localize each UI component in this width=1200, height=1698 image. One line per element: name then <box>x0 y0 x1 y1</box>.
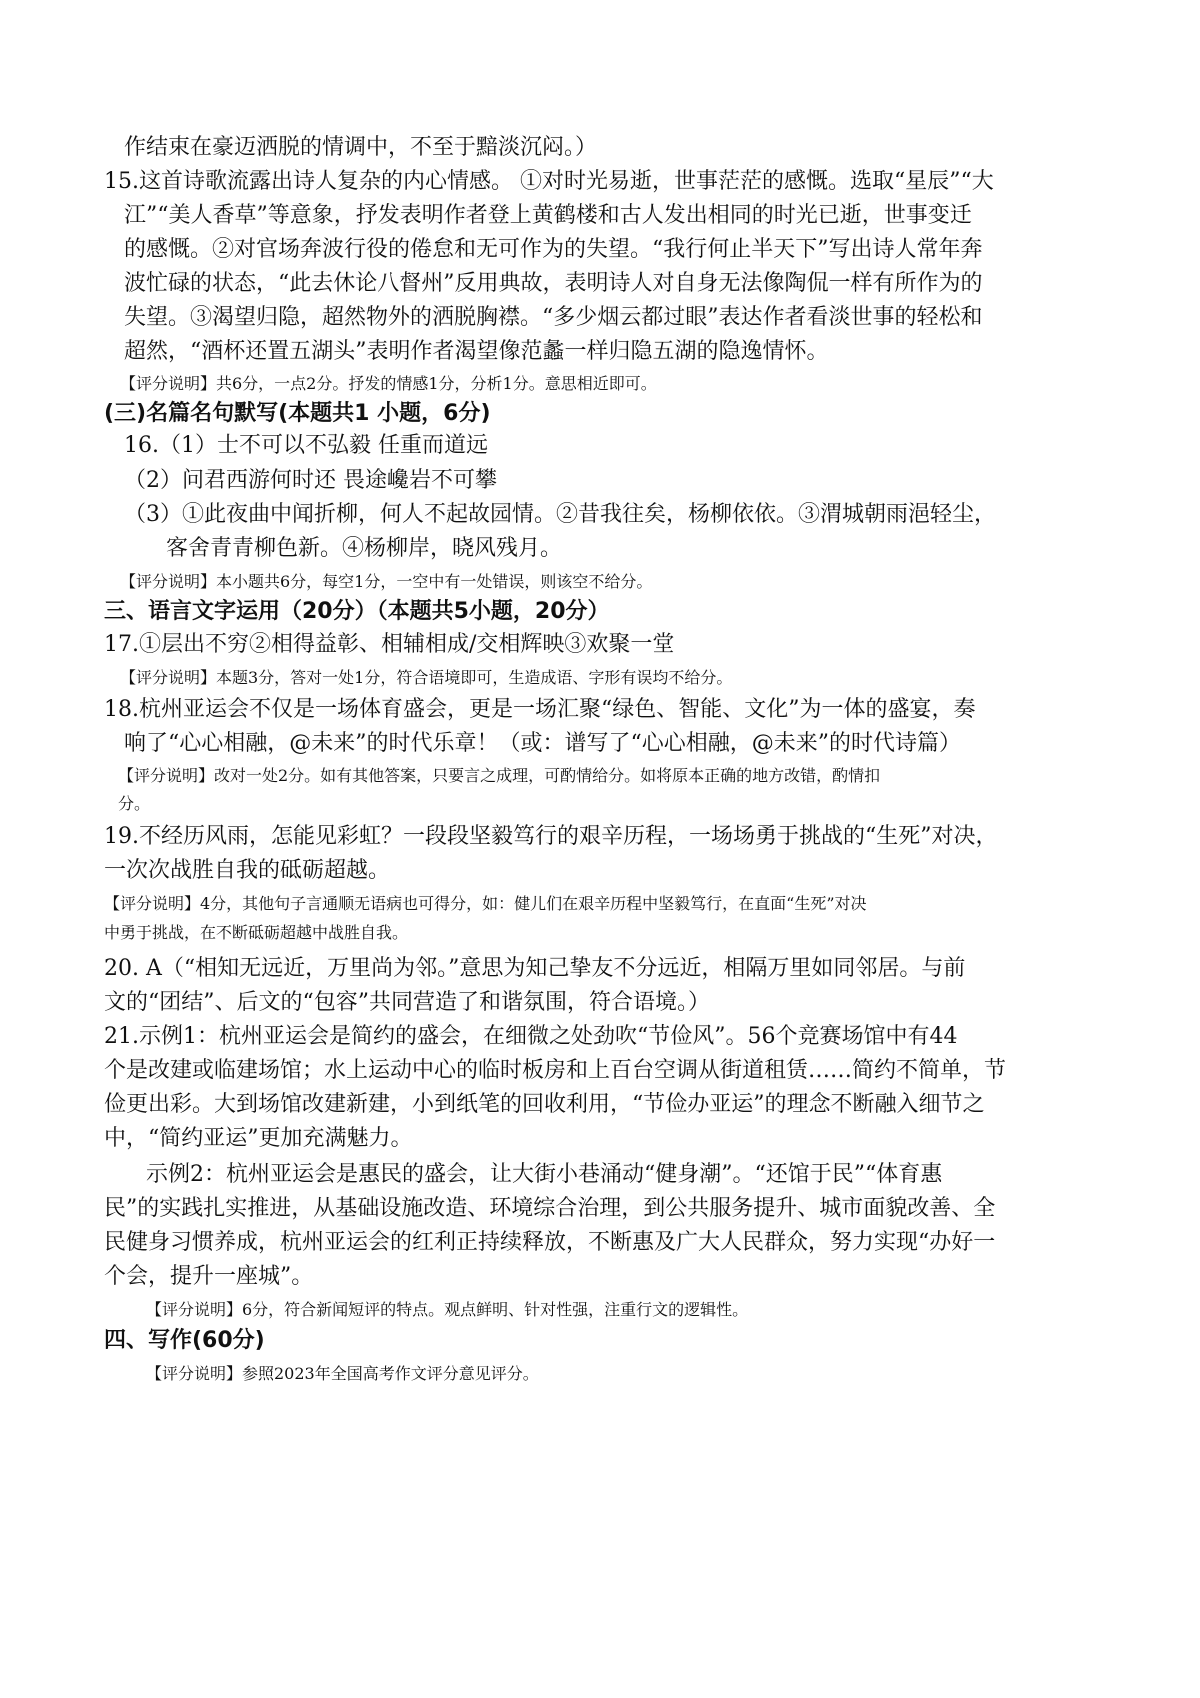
answer-19: 19.不经历风雨，怎能见彩虹？一段段坚毅笃行的艰辛历程，一场场勇于挑战的“生死”对决， <box>104 824 998 849</box>
text-line: 的感慨。②对官场奔波行役的倦怠和无可作为的失望。“我行何止半天下”写出诗人常年奔 <box>124 237 983 262</box>
scoring-note: 【评分说明】本题3分，答对一处1分，符合语境即可，生造成语、字形有误均不给分。 <box>120 668 733 687</box>
text-line: 江”“美人香草”等意象，抒发表明作者登上黄鹤楼和古人发出相同的时光已逝，世事变迁 <box>124 203 972 228</box>
answer-21: 21.示例1：杭州亚运会是简约的盛会，在细微之处劲吹“节俭风”。56个竞赛场馆中有44 <box>104 1024 958 1049</box>
text-line: 客舍青青柳色新。④杨柳岸，晓风残月。 <box>166 536 563 561</box>
text-line: 作结束在豪迈洒脱的情调中，不至于黯淡沉闷。） <box>124 135 598 160</box>
answer-16: 16.（1）士不可以不弘毅 任重而道远 <box>124 433 488 458</box>
answer-15: 15.这首诗歌流露出诗人复杂的内心情感。 ①对时光易逝，世事茫茫的感慨。选取“星辰”“大 <box>104 169 994 194</box>
scoring-note: 【评分说明】改对一处2分。如有其他答案，只要言之成理，可酌情给分。如将原本正确的地方改错，酌情扣 <box>118 766 881 785</box>
scoring-note: 【评分说明】4分，其他句子言通顺无语病也可得分，如：健儿们在艰辛历程中坚毅笃行，在直面“生死”对决 <box>104 894 867 913</box>
text-line: 失望。③渴望归隐，超然物外的洒脱胸襟。“多少烟云都过眼”表达作者看淡世事的轻松和 <box>124 305 983 330</box>
scoring-note: 【评分说明】参照2023年全国高考作文评分意见评分。 <box>146 1364 539 1383</box>
scoring-note: 分。 <box>118 794 151 813</box>
text-line: 示例2：杭州亚运会是惠民的盛会，让大街小巷涌动“健身潮”。“还馆于民”“体育惠 <box>146 1162 943 1187</box>
text-line: 个是改建或临建场馆；水上运动中心的临时板房和上百台空调从街道租赁……简约不简单，节 <box>104 1058 1007 1083</box>
text-line: 响了“心心相融，@未来”的时代乐章！（或：谱写了“心心相融，@未来”的时代诗篇） <box>124 731 961 756</box>
text-line: 个会，提升一座城”。 <box>104 1264 314 1289</box>
answer-18: 18.杭州亚运会不仅是一场体育盛会，更是一场汇聚“绿色、智能、文化”为一体的盛宴，奏 <box>104 697 976 722</box>
text-line: 民健身习惯养成，杭州亚运会的红利正持续释放，不断惠及广大人民群众，努力实现“办好一 <box>104 1230 996 1255</box>
answer-20: 20. A（“相知无远近，万里尚为邻。”意思为知己挚友不分远近，相隔万里如同邻居。与前 <box>104 956 966 981</box>
text-line: 中，“简约亚运”更加充满魅力。 <box>104 1126 413 1151</box>
answer-17: 17.①层出不穷②相得益彰、相辅相成/交相辉映③欢聚一堂 <box>104 632 675 657</box>
text-line: 文的“团结”、后文的“包容”共同营造了和谐氛围，符合语境。） <box>104 990 710 1015</box>
section-heading: 四、写作(60分) <box>104 1328 265 1353</box>
text-line: 波忙碌的状态，“此去休论八督州”反用典故，表明诗人对自身无法像陶侃一样有所作为的 <box>124 271 983 296</box>
text-line: 超然，“酒杯还置五湖头”表明作者渴望像范蠡一样归隐五湖的隐逸情怀。 <box>124 339 829 364</box>
scoring-note: 【评分说明】6分，符合新闻短评的特点。观点鲜明、针对性强，注重行文的逻辑性。 <box>146 1300 749 1319</box>
section-heading: 三、语言文字运用（20分）（本题共5小题，20分） <box>104 599 610 624</box>
scoring-note: 【评分说明】本小题共6分，每空1分，一空中有一处错误，则该空不给分。 <box>120 572 653 591</box>
text-line: 一次次战胜自我的砥砺超越。 <box>104 858 391 883</box>
text-line: 民”的实践扎实推进，从基础设施改造、环境综合治理，到公共服务提升、城市面貌改善、全 <box>104 1196 996 1221</box>
section-heading: (三)名篇名句默写(本题共1 小题，6分) <box>104 401 491 426</box>
text-line: （2）问君西游何时还 畏途巉岩不可攀 <box>124 468 497 493</box>
scoring-note: 【评分说明】共6分，一点2分。抒发的情感1分，分析1分。意思相近即可。 <box>120 374 657 393</box>
scoring-note: 中勇于挑战，在不断砥砺超越中战胜自我。 <box>104 923 409 942</box>
text-line: 俭更出彩。大到场馆改建新建，小到纸笔的回收利用，“节俭办亚运”的理念不断融入细节之 <box>104 1092 985 1117</box>
text-line: （3）①此夜曲中闻折柳，何人不起故园情。②昔我往矣，杨柳依依。③渭城朝雨浥轻尘， <box>124 502 997 527</box>
